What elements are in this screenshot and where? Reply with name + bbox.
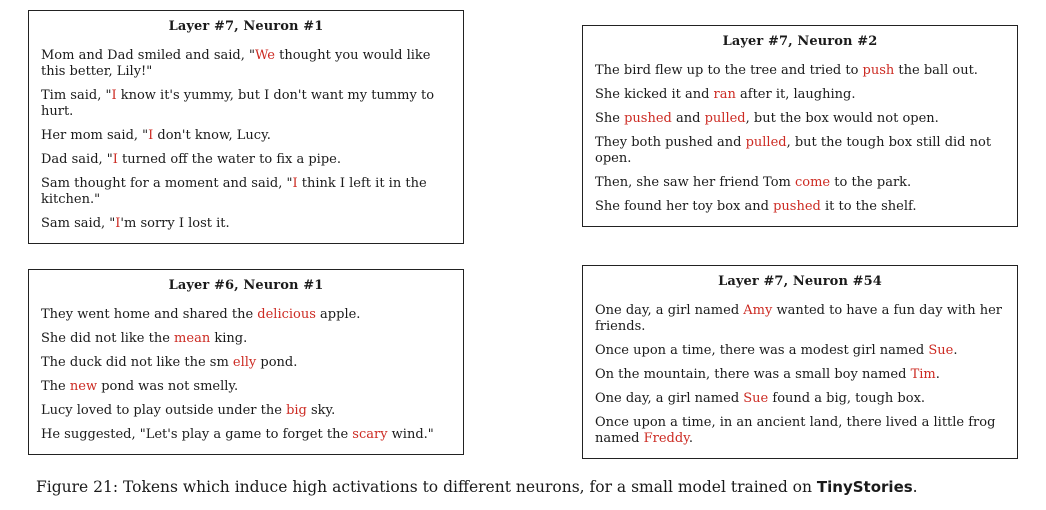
caption-text: Figure 21: Tokens which induce high activations to different neurons, for a small model trained on: [36, 478, 817, 496]
sentence-text: think I left it in the kitchen.": [41, 176, 427, 207]
sentence-text: after it, laughing.: [735, 87, 856, 102]
sentence-text: and: [671, 111, 705, 126]
activating-token: Sue: [743, 391, 769, 406]
sentence-text: to the park.: [830, 175, 912, 190]
activating-token: I: [115, 216, 121, 231]
activating-token: We: [255, 48, 275, 63]
sentence-text: They both pushed and: [595, 135, 746, 150]
example-sentence: [41, 88, 451, 120]
example-sentence: [595, 415, 1005, 447]
caption-end: .: [912, 478, 918, 496]
activating-token: I: [112, 152, 118, 167]
caption-brand: TinyStories: [816, 478, 913, 496]
sentence-text: wind.": [387, 427, 434, 442]
sentence-text: .: [688, 431, 693, 446]
sentence-text: The bird flew up to the tree and tried to: [595, 63, 863, 78]
sentence-list: [595, 303, 1005, 447]
sentence-text: .: [935, 367, 940, 382]
sentence-text: , but the tough box still did not open.: [595, 135, 992, 166]
sentence-text: She found her toy box and: [595, 199, 774, 214]
activating-token: push: [862, 63, 895, 78]
sentence-text: Once upon a time, there was a modest girl named: [595, 343, 929, 358]
example-sentence: [41, 379, 451, 395]
panel-title: Layer #7, Neuron #1: [168, 19, 324, 34]
sentence-text: Her mom said, ": [41, 128, 149, 143]
sentence-text: pond.: [256, 355, 298, 370]
sentence-text: wanted to have a fun day with her friends.: [595, 303, 1002, 334]
activating-token: big: [286, 403, 307, 418]
sentence-list: [595, 63, 1005, 215]
example-sentence: [595, 135, 1005, 167]
example-sentence: [41, 403, 451, 419]
example-sentence: [595, 303, 1005, 335]
activating-token: delicious: [257, 307, 316, 322]
example-sentence: [41, 331, 451, 347]
activating-token: new: [69, 379, 98, 394]
example-sentence: [41, 427, 451, 443]
sentence-text: She did not like the: [41, 331, 175, 346]
figure-caption: [36, 478, 1036, 496]
sentence-text: know it's yummy, but I don't want my tummy to hurt.: [41, 88, 435, 119]
sentence-text: She: [595, 111, 625, 126]
activating-token: come: [795, 175, 831, 190]
activating-token: pulled: [745, 135, 787, 150]
sentence-text: Sam thought for a moment and said, ": [41, 176, 293, 191]
sentence-text: Tim said, ": [41, 88, 112, 103]
example-sentence: [595, 87, 1005, 103]
example-sentence: [41, 216, 451, 232]
activating-token: Tim: [910, 367, 936, 382]
activating-token: I: [148, 128, 154, 143]
sentence-text: They went home and shared the: [41, 307, 258, 322]
example-sentence: [595, 391, 1005, 407]
sentence-text: thought you would like this better, Lily!": [41, 48, 431, 79]
sentence-text: The: [41, 379, 70, 394]
sentence-text: Mom and Dad smiled and said, ": [41, 48, 255, 63]
activating-token: pushed: [773, 199, 821, 214]
sentence-text: don't know, Lucy.: [153, 128, 271, 143]
sentence-text: turned off the water to fix a pipe.: [117, 152, 341, 167]
activating-token: mean: [174, 331, 211, 346]
example-sentence: [41, 307, 451, 323]
example-sentence: [595, 199, 1005, 215]
panel-title: Layer #7, Neuron #54: [718, 274, 882, 289]
example-sentence: [41, 355, 451, 371]
example-sentence: [595, 343, 1005, 359]
activating-token: Amy: [743, 303, 773, 318]
sentence-text: sky.: [306, 403, 336, 418]
activating-token: Freddy: [643, 431, 689, 446]
sentence-text: The duck did not like the sm: [41, 355, 233, 370]
sentence-text: the ball out.: [894, 63, 978, 78]
activating-token: Sue: [928, 343, 954, 358]
sentence-text: Lucy loved to play outside under the: [41, 403, 287, 418]
example-sentence: [41, 152, 451, 168]
activating-token: ran: [713, 87, 736, 102]
sentence-text: He suggested, "Let's play a game to forget the: [41, 427, 353, 442]
activating-token: elly: [232, 355, 257, 370]
sentence-text: She kicked it and: [595, 87, 714, 102]
sentence-text: found a big, tough box.: [768, 391, 926, 406]
activating-token: scary: [352, 427, 388, 442]
sentence-text: king.: [210, 331, 248, 346]
example-sentence: [41, 176, 451, 208]
neuron-panel-layer7-neuron2: [582, 25, 1018, 227]
sentence-text: On the mountain, there was a small boy named: [595, 367, 911, 382]
neuron-panel-layer7-neuron1: [28, 10, 464, 244]
sentence-list: [41, 307, 451, 443]
sentence-text: .: [953, 343, 958, 358]
example-sentence: [41, 128, 451, 144]
example-sentence: [595, 175, 1005, 191]
sentence-text: Sam said, ": [41, 216, 116, 231]
example-sentence: [595, 367, 1005, 383]
panel-title: Layer #7, Neuron #2: [722, 34, 878, 49]
sentence-text: Then, she saw her friend Tom: [595, 175, 795, 190]
activating-token: I: [292, 176, 298, 191]
panel-title: Layer #6, Neuron #1: [168, 278, 324, 293]
example-sentence: [595, 63, 1005, 79]
activating-token: I: [111, 88, 117, 103]
sentence-text: 'm sorry I lost it.: [120, 216, 230, 231]
sentence-list: [41, 48, 451, 232]
neuron-panel-layer6-neuron1: [28, 269, 464, 455]
activating-token: pulled: [704, 111, 746, 126]
activating-token: pushed: [624, 111, 672, 126]
sentence-text: Dad said, ": [41, 152, 113, 167]
sentence-text: pond was not smelly.: [97, 379, 239, 394]
sentence-text: One day, a girl named: [595, 391, 744, 406]
example-sentence: [41, 48, 451, 80]
neuron-panel-layer7-neuron54: [582, 265, 1018, 459]
sentence-text: it to the shelf.: [820, 199, 917, 214]
sentence-text: One day, a girl named: [595, 303, 744, 318]
sentence-text: , but the box would not open.: [745, 111, 939, 126]
sentence-text: apple.: [315, 307, 361, 322]
sentence-text: Once upon a time, in an ancient land, there lived a little frog named: [595, 415, 996, 446]
example-sentence: [595, 111, 1005, 127]
